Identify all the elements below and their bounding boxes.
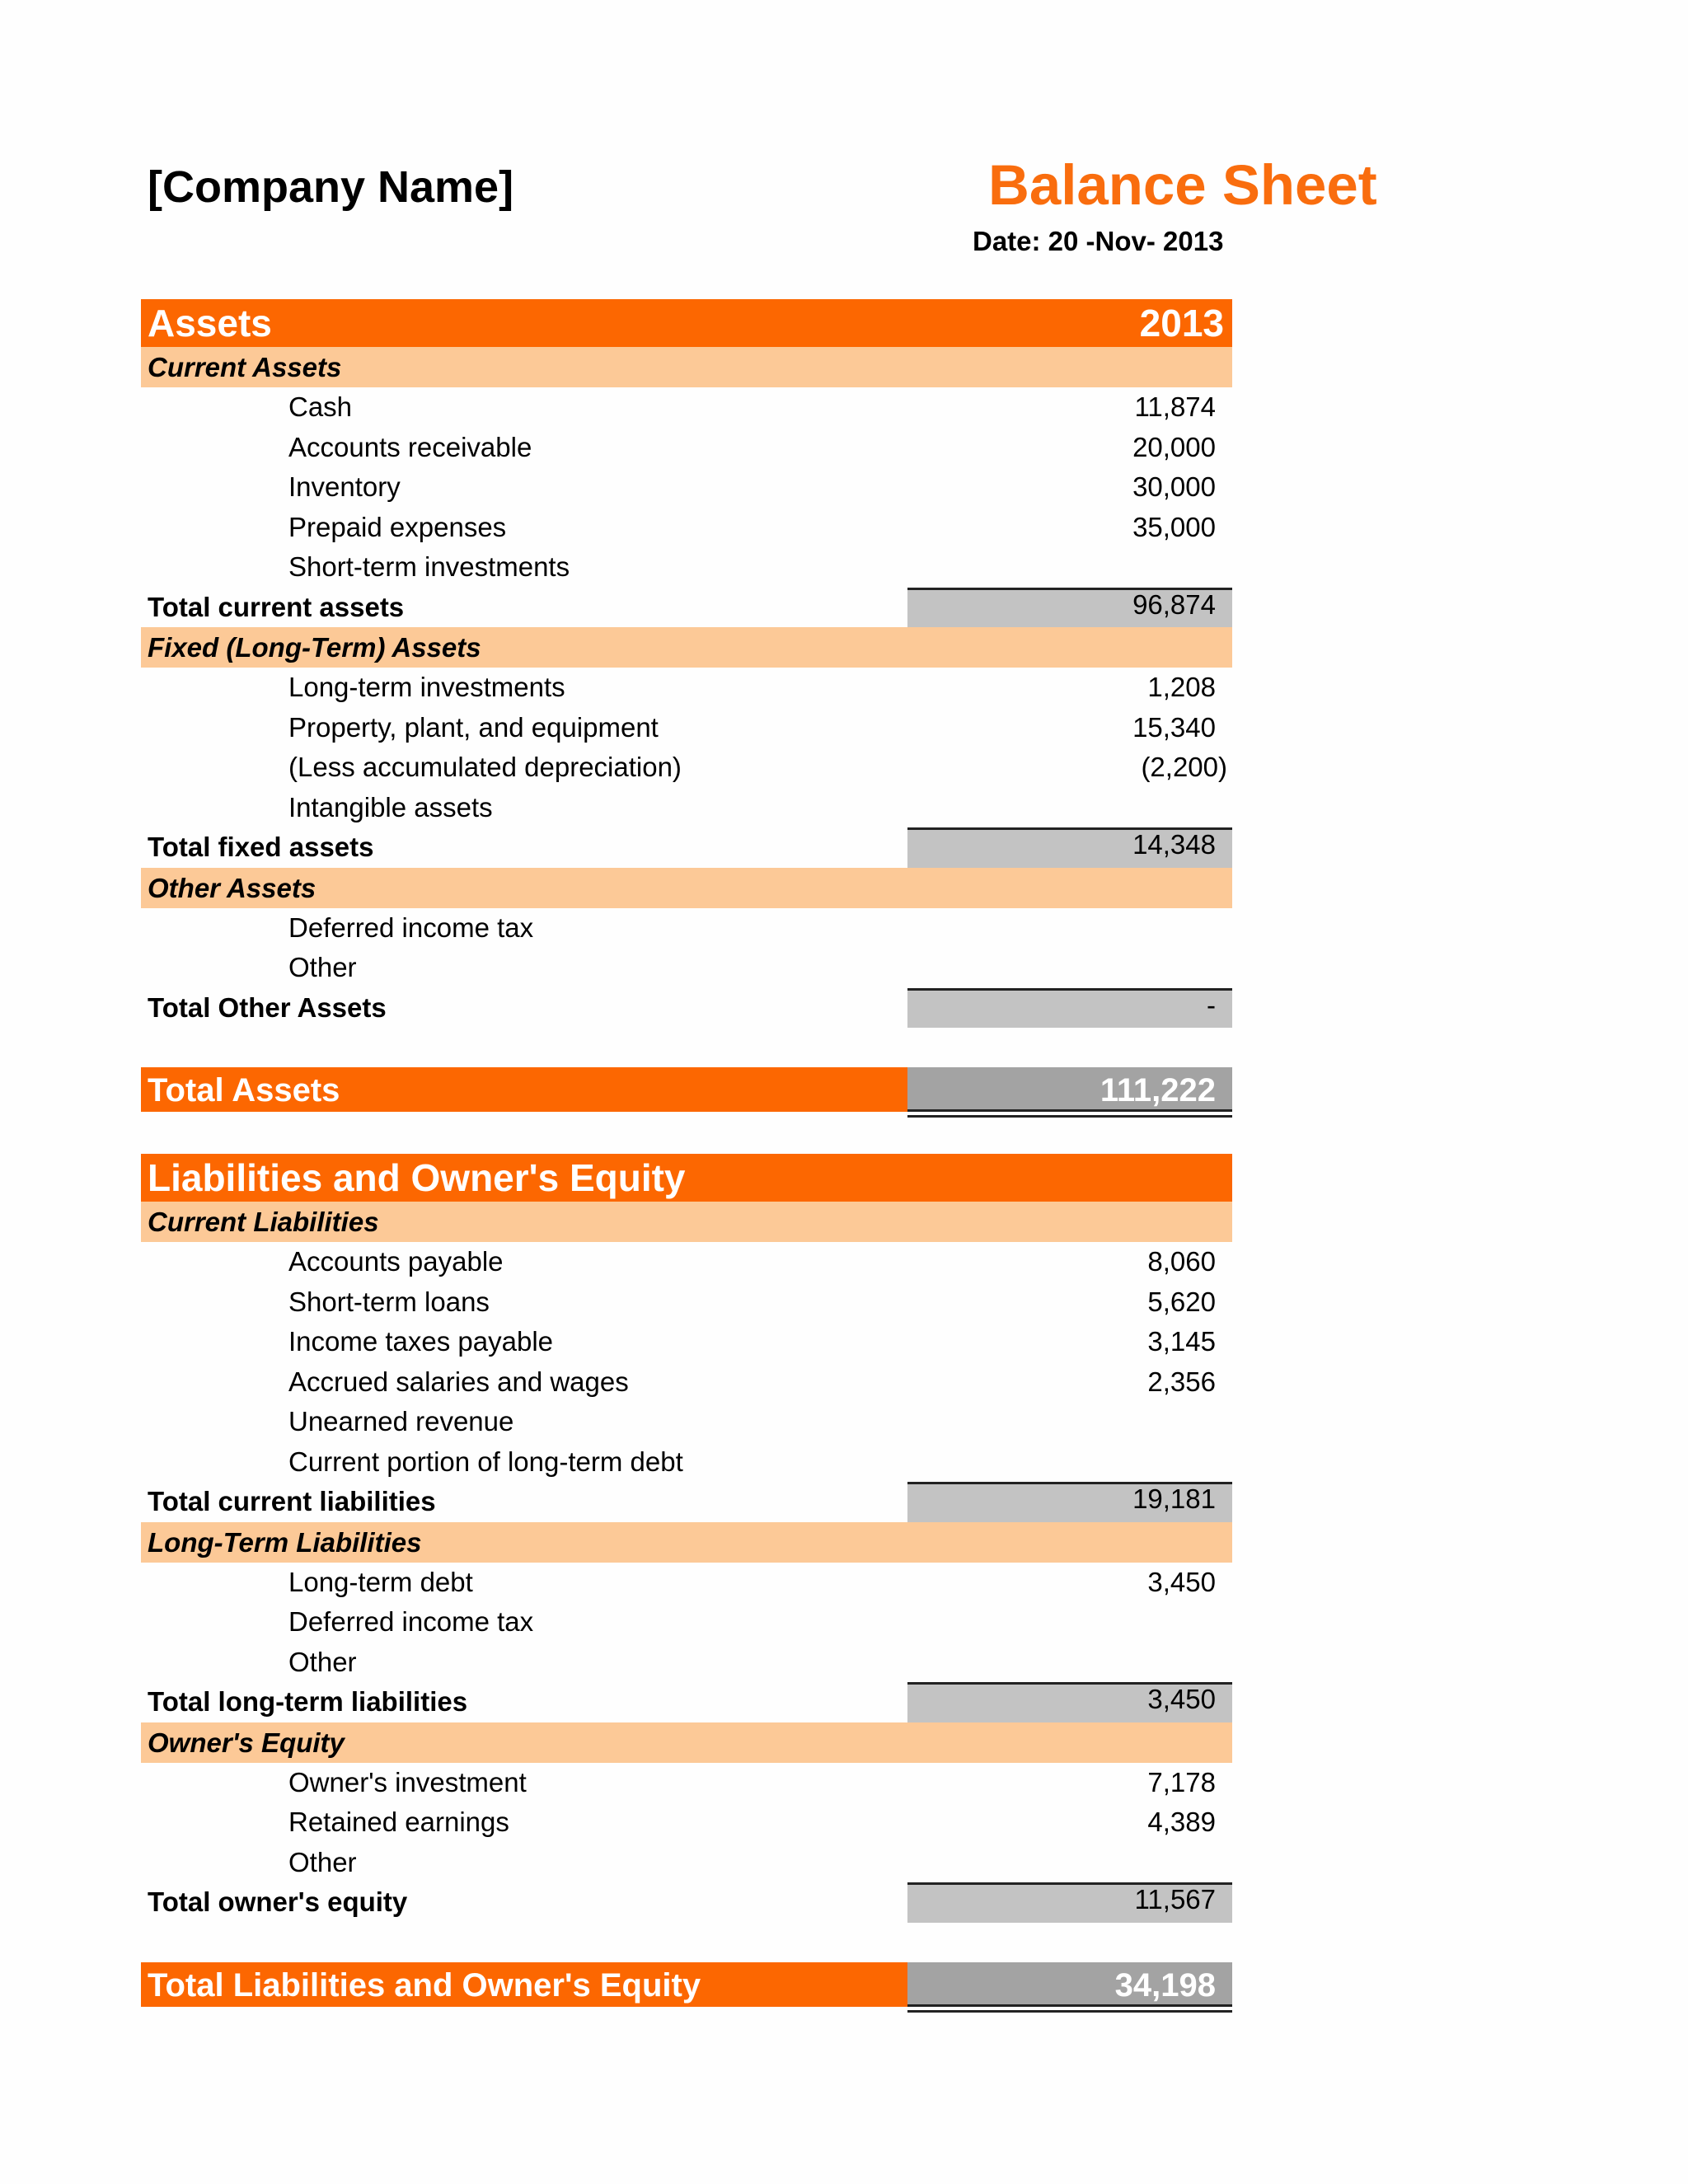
line-item (141, 428, 1232, 468)
line-item (141, 547, 1232, 588)
total-label: Total Other Assets (148, 991, 387, 1023)
item-label: Accrued salaries and wages (288, 1366, 629, 1397)
assets-header (141, 299, 1232, 347)
company-name: [Company Name] (148, 162, 514, 212)
line-item (141, 1843, 1232, 1883)
grand-total-value: 34,198 (1114, 1966, 1216, 2004)
item-label: Unearned revenue (288, 1406, 514, 1436)
line-item (141, 1442, 1232, 1483)
item-label: Intangible assets (288, 791, 493, 823)
double-underline (907, 2010, 1232, 2013)
item-label: Deferred income tax (288, 1606, 534, 1637)
item-label: Other (288, 1846, 357, 1877)
liabilities-section (141, 1154, 1232, 2010)
document-title: Balance Sheet (988, 153, 1377, 217)
item-value: 35,000 (1132, 511, 1216, 542)
double-underline (907, 1115, 1232, 1118)
line-item (141, 1643, 1232, 1683)
item-label: Cash (288, 391, 353, 422)
line-item (141, 1802, 1232, 1843)
line-item (141, 1242, 1232, 1282)
liabilities-title: Liabilities and Owner's Equity (148, 1156, 686, 1199)
long-term-liabilities-title: Long-Term Liabilities (148, 1526, 422, 1558)
total-assets-row (141, 1067, 1232, 1115)
line-item (141, 1322, 1232, 1362)
total-value: 14,348 (1132, 829, 1216, 860)
total-value: 11,567 (1134, 1884, 1216, 1915)
grand-total-label: Total Liabilities and Owner's Equity (148, 1966, 701, 2004)
current-liabilities-heading (141, 1202, 1232, 1242)
line-item (141, 748, 1232, 788)
assets-year: 2013 (1139, 302, 1224, 344)
item-value: 1,208 (1147, 672, 1216, 702)
item-label: Other (288, 952, 357, 982)
line-item (141, 1602, 1232, 1643)
line-item (141, 1362, 1232, 1403)
other-assets-heading (141, 868, 1232, 908)
current-assets-heading (141, 347, 1232, 387)
item-value: (2,200) (1141, 752, 1227, 782)
owners-equity-title: Owner's Equity (148, 1727, 345, 1758)
item-value: 8,060 (1147, 1246, 1216, 1277)
total-fixed-assets-row (141, 827, 1232, 868)
line-item (141, 1282, 1232, 1323)
total-current-assets-row (141, 588, 1232, 628)
item-value: 20,000 (1132, 431, 1216, 462)
total-label: Total long-term liabilities (148, 1686, 468, 1717)
assets-section (141, 299, 1232, 1115)
total-label: Total owner's equity (148, 1886, 408, 1917)
line-item (141, 387, 1232, 428)
item-label: Accounts payable (288, 1246, 504, 1277)
item-label: Inventory (288, 471, 401, 502)
line-item (141, 1763, 1232, 1803)
line-item (141, 908, 1232, 949)
line-item (141, 1563, 1232, 1603)
line-item (141, 788, 1232, 828)
total-current-liabilities-row (141, 1482, 1232, 1522)
total-value: 19,181 (1132, 1483, 1216, 1514)
item-label: Owner's investment (288, 1766, 527, 1797)
long-term-liabilities-heading (141, 1522, 1232, 1563)
total-label: Total current assets (148, 591, 405, 622)
item-value: 30,000 (1132, 471, 1216, 502)
spacer (141, 1028, 1232, 1067)
line-item (141, 708, 1232, 748)
item-label: Long-term debt (288, 1566, 473, 1597)
total-liabilities-equity-row (141, 1962, 1232, 2010)
assets-title: Assets (148, 302, 272, 344)
total-other-assets-row (141, 988, 1232, 1029)
item-label: Long-term investments (288, 672, 565, 702)
item-label: Short-term loans (288, 1286, 490, 1317)
current-liabilities-title: Current Liabilities (148, 1207, 379, 1237)
item-label: Other (288, 1646, 357, 1677)
item-value: 5,620 (1147, 1286, 1216, 1317)
line-item (141, 1402, 1232, 1442)
item-label: Prepaid expenses (288, 511, 507, 542)
total-value-cell (907, 988, 1232, 1029)
grand-total-value: 111,222 (1100, 1072, 1216, 1108)
line-item (141, 467, 1232, 508)
grand-total-label: Total Assets (148, 1072, 340, 1108)
item-value: 3,450 (1147, 1566, 1216, 1597)
other-assets-title: Other Assets (148, 872, 316, 903)
item-value: 15,340 (1132, 711, 1216, 743)
current-assets-title: Current Assets (148, 352, 342, 382)
total-label: Total current liabilities (148, 1486, 436, 1516)
item-label: Short-term investments (288, 551, 570, 582)
line-item (141, 508, 1232, 548)
item-label: Deferred income tax (288, 912, 534, 943)
line-item (141, 948, 1232, 988)
total-long-term-liabilities-row (141, 1682, 1232, 1722)
item-value: 4,389 (1147, 1807, 1216, 1837)
fixed-assets-title: Fixed (Long-Term) Assets (148, 632, 481, 663)
item-value: 7,178 (1147, 1766, 1216, 1797)
owners-equity-heading (141, 1722, 1232, 1763)
item-label: Accounts receivable (288, 431, 532, 462)
liabilities-header (141, 1154, 1232, 1202)
total-value: - (1207, 989, 1216, 1020)
item-value: 11,874 (1134, 391, 1216, 422)
line-item (141, 668, 1232, 708)
total-value: 3,450 (1147, 1684, 1216, 1714)
total-value: 96,874 (1132, 588, 1216, 620)
fixed-assets-heading (141, 627, 1232, 668)
document-date: Date: 20 -Nov- 2013 (973, 226, 1224, 256)
item-label: (Less accumulated depreciation) (288, 752, 682, 782)
item-label: Property, plant, and equipment (288, 711, 659, 743)
total-label: Total fixed assets (148, 832, 374, 862)
item-label: Income taxes payable (288, 1326, 554, 1357)
item-value: 2,356 (1147, 1366, 1216, 1397)
item-value: 3,145 (1147, 1326, 1216, 1357)
item-label: Current portion of long-term debt (288, 1446, 683, 1477)
total-owners-equity-row (141, 1882, 1232, 1923)
item-label: Retained earnings (288, 1807, 509, 1837)
spacer (141, 1923, 1232, 1962)
